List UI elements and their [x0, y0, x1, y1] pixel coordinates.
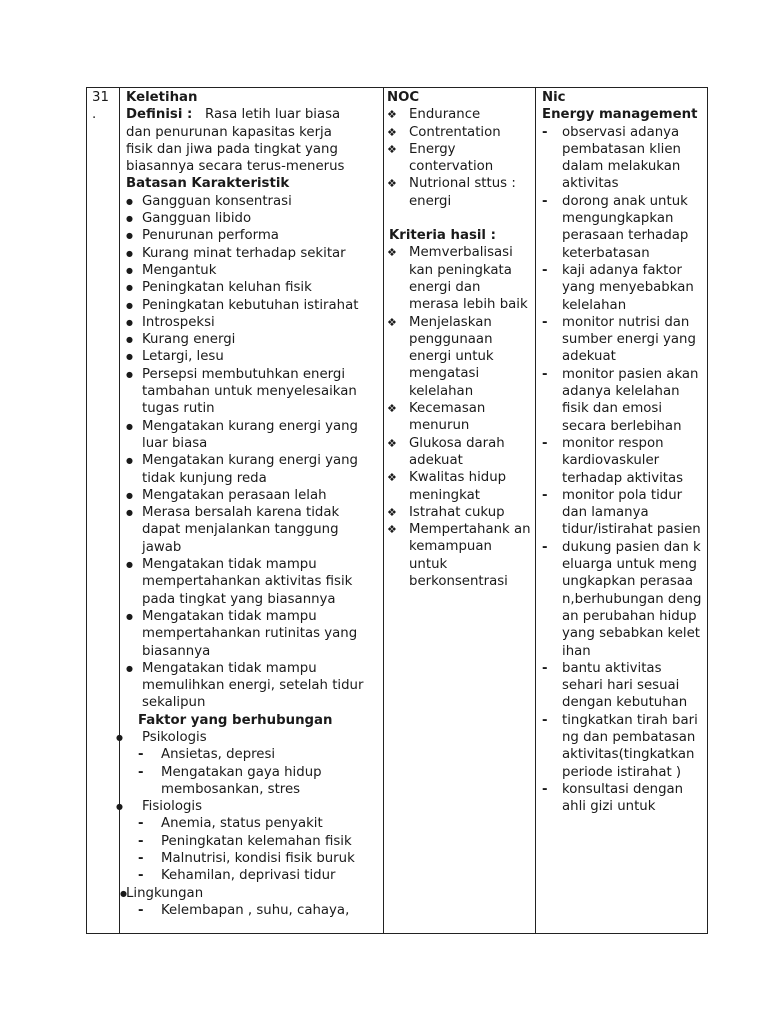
list-item [542, 193, 703, 262]
dash-icon: - [138, 747, 144, 763]
category-label: Fisiologis [142, 799, 203, 815]
list-item: ● Peningkatan kebutuhan istirahat [120, 297, 379, 314]
list-item-text: Nutrional sttus : energi [409, 176, 516, 209]
list-item [387, 106, 531, 123]
list-item [542, 435, 703, 487]
list-item-text: Glukosa darah adekuat [409, 435, 505, 468]
row-number-suffix: . [92, 107, 97, 123]
diamond-outline-bullet-icon: ❖ [387, 246, 397, 260]
category-label: Psikologis [142, 729, 207, 745]
list-item-text: Endurance [409, 107, 481, 123]
list-item [126, 764, 379, 799]
dash-icon: - [542, 366, 548, 382]
characteristics-list [120, 193, 379, 712]
related-items [126, 902, 379, 919]
list-item-text: Malnutrisi, kondisi fisik buruk [161, 851, 355, 867]
list-item [387, 400, 531, 435]
list-item-text: Anemia, status penyakit [161, 816, 323, 832]
list-item [542, 124, 703, 193]
noc-cell [384, 88, 536, 934]
list-item [126, 833, 379, 850]
list-item [542, 539, 703, 660]
nic-heading: Nic [542, 90, 566, 105]
dash-icon: - [542, 193, 548, 209]
list-item [387, 141, 531, 176]
list-item-text: observasi adanya pembatasan klien dalam melakukan aktivitas [562, 124, 681, 192]
bullet-icon: ● [120, 888, 127, 898]
definition-continuation [126, 124, 379, 176]
diamond-bullet-icon: ❖ [387, 125, 397, 139]
list-item [126, 867, 379, 884]
row-number: 31 [92, 90, 109, 105]
care-plan-table [86, 87, 708, 934]
bullet-icon: ● [116, 802, 123, 812]
list-item: ● Letargi, lesu [120, 348, 379, 365]
list-item: ● Mengatakan tidak mampu mempertahankan aktivitas fisik pada tingkat yang biasannya [120, 556, 379, 608]
definition-text: fisik dan jiwa pada tingkat yang [126, 141, 338, 157]
dash-icon: - [542, 781, 548, 797]
list-item-text: kaji adanya faktor yang menyebabkan kelelahan [562, 262, 694, 313]
list-item [126, 746, 379, 763]
list-item: ● Mengatakan kurang energi yang luar biasa [120, 418, 379, 453]
list-item: ● Kurang energi [120, 331, 379, 348]
list-item [126, 850, 379, 867]
characteristics-heading: Batasan Karakteristik [126, 176, 290, 192]
dash-icon: - [542, 124, 548, 140]
related-items [126, 815, 379, 884]
nic-subheading: Energy management [542, 107, 698, 123]
list-item-text: monitor nutrisi dan sumber energi yang adekuat [562, 314, 696, 365]
noc-heading: NOC [387, 90, 420, 105]
definition-line [126, 106, 379, 123]
list-item: ● Penurunan performa [120, 227, 379, 244]
list-item-text: dorong anak untuk mengungkapkan perasaan terhadap keterbatasan [562, 193, 689, 261]
dash-icon: - [542, 660, 548, 676]
diamond-outline-bullet-icon: ❖ [387, 315, 397, 329]
diamond-outline-bullet-icon: ❖ [387, 471, 397, 485]
list-item-text: Menjelaskan penggunaan energi untuk mengatasi kelelahan [409, 314, 494, 399]
dash-icon: - [138, 902, 144, 918]
list-item [387, 521, 531, 590]
row-number-cell [87, 88, 120, 934]
spacer [387, 210, 531, 227]
list-item: ● Mengatakan perasaan lelah [120, 487, 379, 504]
related-category [116, 729, 379, 746]
definition-text: biasannya secara terus-menerus [126, 159, 345, 175]
diagnosis-title: Keletihan [126, 90, 198, 105]
list-item-text: monitor pasien akan adanya kelelahan fisik dan emosi secara berlebihan [562, 366, 699, 434]
category-label: Lingkungan [126, 885, 204, 901]
list-item [387, 504, 531, 521]
list-item-text: Peningkatan kelemahan fisik [161, 833, 352, 849]
list-item: ● Mengatakan kurang energi yang tidak kunjung reda [120, 452, 379, 487]
diamond-outline-bullet-icon: ❖ [387, 402, 397, 416]
list-item-text: konsultasi dengan ahli gizi untuk [562, 781, 684, 815]
list-item [542, 487, 703, 539]
list-item-text: Contrentation [409, 124, 501, 140]
list-item [542, 660, 703, 712]
list-item [126, 902, 379, 919]
diamond-outline-bullet-icon: ❖ [387, 505, 397, 519]
dash-icon: - [138, 868, 144, 884]
dash-icon: - [138, 851, 144, 867]
list-item: ● Persepsi membutuhkan energi tambahan untuk menyelesaikan tugas rutin [120, 366, 379, 418]
list-item [387, 175, 531, 210]
related-category [116, 798, 379, 815]
list-item [542, 781, 703, 816]
list-item-text: Memverbalisasi kan peningkata energi dan merasa lebih baik [409, 245, 528, 313]
list-item-text: Energy contervation [409, 141, 494, 175]
list-item-text: Kwalitas hidup meningkat [409, 470, 507, 503]
list-item [387, 124, 531, 141]
list-item [387, 469, 531, 504]
list-item: ● Gangguan libido [120, 210, 379, 227]
list-item: ● Kurang minat terhadap sekitar [120, 245, 379, 262]
dash-icon: - [138, 816, 144, 832]
list-item-text: monitor respon kardiovaskuler terhadap aktivitas [562, 435, 684, 486]
list-item: ● Introspeksi [120, 314, 379, 331]
list-item [387, 314, 531, 400]
list-item-text: tingkatkan tirah baring dan pembatasan aktivitas(tingkatkan periode istirahat ) [562, 712, 698, 780]
list-item [542, 314, 703, 366]
dash-icon: - [542, 314, 548, 330]
list-item-text: Mengatakan gaya hidup membosankan, stres [161, 764, 322, 797]
definition-text: dan penurunan kapasitas kerja [126, 124, 332, 140]
list-item [126, 815, 379, 832]
list-item-text: Kelembapan , suhu, cahaya, [161, 902, 350, 918]
dash-icon: - [542, 262, 548, 278]
dash-icon: - [542, 712, 548, 728]
dash-icon: - [138, 764, 144, 780]
related-items [126, 746, 379, 798]
list-item [387, 244, 531, 313]
diamond-bullet-icon: ❖ [387, 177, 397, 191]
list-item-text: bantu aktivitas sehari hari sesuai dengan kebutuhan [562, 660, 688, 711]
diagnosis-cell [116, 88, 384, 934]
diamond-bullet-icon: ❖ [387, 108, 397, 122]
list-item [542, 262, 703, 314]
diamond-bullet-icon: ❖ [387, 142, 397, 156]
related-heading: Faktor yang berhubungan [138, 712, 333, 728]
criteria-heading: Kriteria hasil : [389, 228, 496, 244]
list-item-text: Istrahat cukup [409, 504, 505, 520]
list-item-text: Kehamilan, deprivasi tidur [161, 868, 336, 884]
diamond-outline-bullet-icon: ❖ [387, 523, 397, 537]
definition-label: Definisi : [126, 107, 193, 123]
nic-cell [536, 88, 708, 934]
related-category [120, 885, 379, 902]
list-item-text: dukung pasien dan keluarga untuk mengungkapkan perasaan,berhubungan dengan perubahan hidup yang sebabkan keletihan [562, 539, 702, 659]
dash-icon: - [138, 833, 144, 849]
list-item [387, 435, 531, 470]
list-item-text: monitor pola tidur dan lamanya tidur/istirahat pasien [562, 487, 701, 538]
list-item: ● Mengantuk [120, 262, 379, 279]
list-item [542, 366, 703, 435]
list-item: ● Peningkatan keluhan fisik [120, 279, 379, 296]
dash-icon: - [542, 487, 548, 503]
list-item [542, 712, 703, 781]
list-item-text: Kecemasan menurun [409, 401, 486, 434]
list-item: ● Gangguan konsentrasi [120, 193, 379, 210]
list-item-text: Ansietas, depresi [161, 747, 276, 763]
list-item: ● Mengatakan tidak mampu mempertahankan rutinitas yang biasannya [120, 608, 379, 660]
dash-icon: - [542, 539, 548, 555]
list-item: ● Mengatakan tidak mampu memulihkan energi, setelah tidur sekalipun [120, 660, 379, 712]
bullet-icon: ● [116, 732, 123, 742]
care-plan-row [87, 88, 708, 934]
list-item-text: Mempertahank an kemampuan untuk berkonsentrasi [409, 522, 531, 590]
definition-text: Rasa letih luar biasa [205, 107, 341, 123]
dash-icon: - [542, 435, 548, 451]
diamond-outline-bullet-icon: ❖ [387, 436, 397, 450]
list-item: ● Merasa bersalah karena tidak dapat menjalankan tanggung jawab [120, 504, 379, 556]
